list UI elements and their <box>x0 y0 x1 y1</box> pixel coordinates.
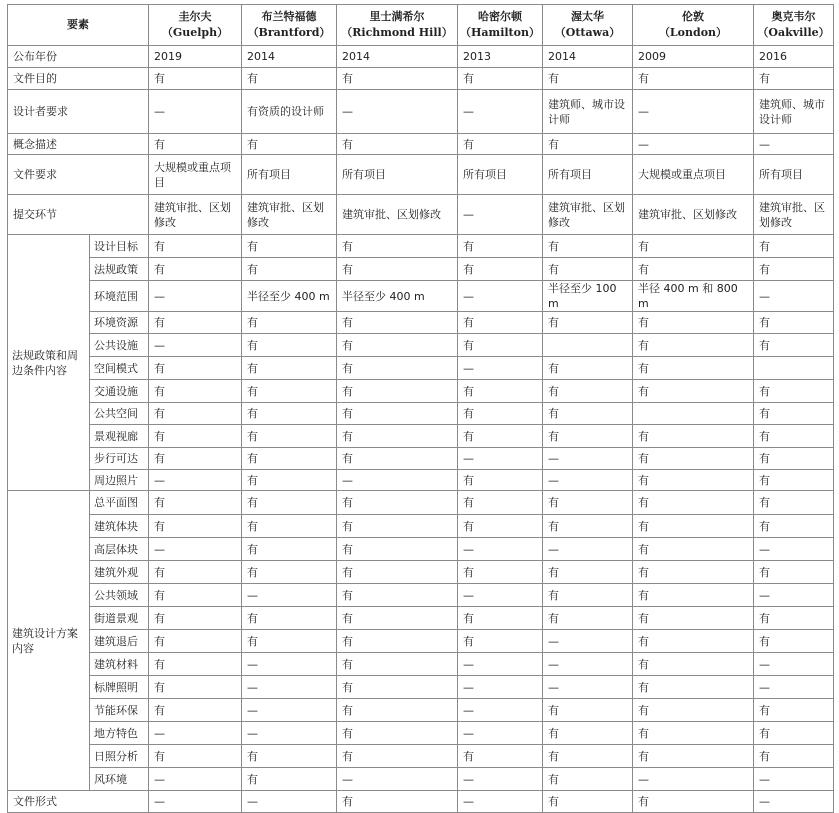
value-cell: 建筑审批、区划修改 <box>242 195 337 235</box>
table-row <box>8 448 834 470</box>
value-cell: 有 <box>754 630 834 653</box>
table-row <box>8 561 834 584</box>
table-row <box>8 515 834 538</box>
value-cell: — <box>754 653 834 676</box>
value-cell: 所有项目 <box>458 155 543 195</box>
value-cell: 有 <box>242 334 337 357</box>
value-cell: — <box>242 791 337 813</box>
table-row <box>8 584 834 607</box>
sub-row-label: 建筑体块 <box>90 515 149 538</box>
value-cell: 建筑审批、区划修改 <box>754 195 834 235</box>
city-header: 里士满希尔 （Richmond Hill） <box>337 5 458 46</box>
table-row <box>8 630 834 653</box>
value-cell: — <box>754 768 834 791</box>
value-cell: — <box>458 722 543 745</box>
value-cell: 有 <box>337 403 458 425</box>
city-header: 伦敦 （London） <box>633 5 754 46</box>
value-cell: — <box>242 676 337 699</box>
value-cell: — <box>754 676 834 699</box>
value-cell <box>543 334 633 357</box>
sub-row-label: 建筑退后 <box>90 630 149 653</box>
value-cell: 有 <box>337 68 458 90</box>
row-label: 概念描述 <box>8 134 149 155</box>
value-cell: 有 <box>458 470 543 491</box>
table-row <box>8 195 834 235</box>
value-cell: 有 <box>633 357 754 380</box>
value-cell: 有 <box>543 403 633 425</box>
city-header: 渥太华 （Ottawa） <box>543 5 633 46</box>
value-cell: 有 <box>149 630 242 653</box>
value-cell: 有 <box>543 134 633 155</box>
value-cell: 有 <box>754 403 834 425</box>
value-cell: 有 <box>242 448 337 470</box>
value-cell: 有 <box>543 491 633 515</box>
value-cell: 有 <box>337 607 458 630</box>
row-label: 提交环节 <box>8 195 149 235</box>
value-cell: 有 <box>337 258 458 281</box>
table-row <box>8 155 834 195</box>
value-cell: 有 <box>149 68 242 90</box>
value-cell: 有 <box>543 357 633 380</box>
value-cell: 有 <box>242 68 337 90</box>
value-cell: — <box>149 470 242 491</box>
value-cell: — <box>633 134 754 155</box>
value-cell: 有 <box>633 630 754 653</box>
sub-row-label: 公共设施 <box>90 334 149 357</box>
table-row <box>8 235 834 258</box>
table-body <box>8 5 834 813</box>
sub-row-label: 建筑外观 <box>90 561 149 584</box>
value-cell: 有 <box>337 676 458 699</box>
value-cell: 有 <box>149 235 242 258</box>
value-cell: — <box>458 195 543 235</box>
value-cell <box>754 357 834 380</box>
table-row <box>8 676 834 699</box>
value-cell: 有 <box>633 515 754 538</box>
value-cell: — <box>754 584 834 607</box>
value-cell: 2014 <box>242 46 337 68</box>
value-cell: 有 <box>149 258 242 281</box>
value-cell: 有 <box>149 584 242 607</box>
value-cell: — <box>149 722 242 745</box>
value-cell: 有 <box>633 745 754 768</box>
value-cell: 有 <box>458 68 543 90</box>
value-cell: 有 <box>458 403 543 425</box>
value-cell: — <box>149 768 242 791</box>
table-row <box>8 722 834 745</box>
value-cell: 有 <box>754 235 834 258</box>
value-cell: 有 <box>754 515 834 538</box>
value-cell: 有 <box>242 515 337 538</box>
value-cell: 有 <box>337 448 458 470</box>
value-cell: 有 <box>633 334 754 357</box>
value-cell: — <box>754 538 834 561</box>
sub-row-label: 公共空间 <box>90 403 149 425</box>
row-label: 公布年份 <box>8 46 149 68</box>
value-cell: 有 <box>242 235 337 258</box>
sub-row-label: 总平面图 <box>90 491 149 515</box>
value-cell: 有 <box>458 235 543 258</box>
value-cell: — <box>754 791 834 813</box>
value-cell: 建筑审批、区划修改 <box>337 195 458 235</box>
value-cell: 有 <box>633 561 754 584</box>
value-cell: 有 <box>633 312 754 334</box>
table-row <box>8 491 834 515</box>
value-cell: — <box>149 538 242 561</box>
sub-row-label: 日照分析 <box>90 745 149 768</box>
table-row <box>8 425 834 448</box>
value-cell: 有 <box>543 584 633 607</box>
value-cell: 有 <box>633 68 754 90</box>
value-cell: 2014 <box>543 46 633 68</box>
value-cell: 有 <box>337 425 458 448</box>
table-row <box>8 403 834 425</box>
value-cell: 2013 <box>458 46 543 68</box>
value-cell: 有 <box>458 515 543 538</box>
value-cell: 建筑审批、区划修改 <box>149 195 242 235</box>
value-cell: — <box>458 281 543 312</box>
value-cell: 有 <box>543 235 633 258</box>
value-cell: 有 <box>754 561 834 584</box>
sub-row-label: 节能环保 <box>90 699 149 722</box>
table-row <box>8 46 834 68</box>
sub-row-label: 步行可达 <box>90 448 149 470</box>
value-cell: — <box>458 653 543 676</box>
table-row <box>8 699 834 722</box>
value-cell: 有 <box>149 357 242 380</box>
value-cell: 所有项目 <box>543 155 633 195</box>
value-cell: 建筑师、城市设计师 <box>543 90 633 134</box>
value-cell: 有 <box>337 630 458 653</box>
value-cell: 有 <box>754 258 834 281</box>
value-cell: 有 <box>458 745 543 768</box>
value-cell: — <box>543 653 633 676</box>
value-cell: 有 <box>543 515 633 538</box>
table-row <box>8 380 834 403</box>
sub-row-label: 空间模式 <box>90 357 149 380</box>
value-cell: — <box>149 334 242 357</box>
value-cell: 有 <box>543 791 633 813</box>
value-cell: 所有项目 <box>337 155 458 195</box>
value-cell: 有 <box>242 380 337 403</box>
value-cell: 有 <box>149 653 242 676</box>
value-cell: 有 <box>754 722 834 745</box>
value-cell: 大规模或重点项目 <box>149 155 242 195</box>
value-cell: 有 <box>633 448 754 470</box>
city-header: 奥克韦尔 （Oakville） <box>754 5 834 46</box>
sub-row-label: 景观视廊 <box>90 425 149 448</box>
value-cell: 有 <box>633 491 754 515</box>
value-cell: 半径至少 400 m <box>242 281 337 312</box>
sub-row-label: 标牌照明 <box>90 676 149 699</box>
value-cell: — <box>754 134 834 155</box>
sub-row-label: 环境资源 <box>90 312 149 334</box>
value-cell: 2014 <box>337 46 458 68</box>
value-cell: 有 <box>337 334 458 357</box>
value-cell: 有 <box>543 380 633 403</box>
value-cell: 有 <box>242 538 337 561</box>
value-cell: 有 <box>543 425 633 448</box>
row-label: 文件目的 <box>8 68 149 90</box>
value-cell: 有 <box>149 312 242 334</box>
value-cell: 有 <box>337 491 458 515</box>
value-cell: 有 <box>337 745 458 768</box>
value-cell: — <box>458 357 543 380</box>
city-header: 圭尔夫 （Guelph） <box>149 5 242 46</box>
value-cell: — <box>543 630 633 653</box>
table-row <box>8 470 834 491</box>
value-cell: 大规模或重点项目 <box>633 155 754 195</box>
value-cell: 有 <box>458 607 543 630</box>
value-cell: 半径 400 m 和 800 m <box>633 281 754 312</box>
value-cell: 有 <box>633 258 754 281</box>
sub-row-label: 高层体块 <box>90 538 149 561</box>
value-cell: — <box>633 90 754 134</box>
value-cell: 有 <box>337 561 458 584</box>
value-cell: 有 <box>149 745 242 768</box>
row-label: 文件形式 <box>8 791 149 813</box>
value-cell: 有 <box>242 403 337 425</box>
value-cell: 有 <box>754 380 834 403</box>
value-cell: — <box>242 722 337 745</box>
value-cell: 有 <box>543 699 633 722</box>
table-row <box>8 745 834 768</box>
value-cell: 有 <box>754 491 834 515</box>
value-cell: 有 <box>633 791 754 813</box>
value-cell: — <box>242 653 337 676</box>
table-row <box>8 334 834 357</box>
value-cell: 建筑审批、区划修改 <box>633 195 754 235</box>
value-cell: 有 <box>754 68 834 90</box>
value-cell: 有 <box>754 334 834 357</box>
value-cell: 有 <box>633 425 754 448</box>
value-cell: — <box>543 676 633 699</box>
table-row <box>8 768 834 791</box>
value-cell: 有 <box>242 561 337 584</box>
value-cell: 有 <box>543 607 633 630</box>
table-row <box>8 653 834 676</box>
value-cell: 有 <box>149 134 242 155</box>
value-cell: 有 <box>337 653 458 676</box>
value-cell: 有 <box>458 491 543 515</box>
table-row <box>8 357 834 380</box>
value-cell: 有 <box>633 538 754 561</box>
sub-row-label: 风环境 <box>90 768 149 791</box>
value-cell: 所有项目 <box>754 155 834 195</box>
value-cell: 有 <box>543 745 633 768</box>
value-cell: 有 <box>633 607 754 630</box>
value-cell: 有 <box>754 699 834 722</box>
value-cell: 有 <box>337 380 458 403</box>
value-cell: 有 <box>458 134 543 155</box>
table-row <box>8 607 834 630</box>
table-row <box>8 68 834 90</box>
value-cell: — <box>337 768 458 791</box>
value-cell: 建筑审批、区划修改 <box>543 195 633 235</box>
value-cell: 有 <box>149 425 242 448</box>
row-label: 设计者要求 <box>8 90 149 134</box>
value-cell: 有 <box>543 258 633 281</box>
table-row <box>8 281 834 312</box>
value-cell: 有 <box>242 607 337 630</box>
sub-row-label: 建筑材料 <box>90 653 149 676</box>
value-cell: 半径至少 400 m <box>337 281 458 312</box>
value-cell: 有 <box>242 745 337 768</box>
group-label: 建筑设计方案内容 <box>8 491 90 791</box>
value-cell: 有 <box>754 312 834 334</box>
value-cell: — <box>242 584 337 607</box>
value-cell: 有 <box>633 722 754 745</box>
sub-row-label: 环境范围 <box>90 281 149 312</box>
value-cell: — <box>754 281 834 312</box>
value-cell: 有 <box>337 699 458 722</box>
value-cell: 有 <box>242 768 337 791</box>
value-cell: 有 <box>633 653 754 676</box>
sub-row-label: 交通设施 <box>90 380 149 403</box>
value-cell: 有 <box>754 448 834 470</box>
value-cell: 有资质的设计师 <box>242 90 337 134</box>
value-cell: 半径至少 100 m <box>543 281 633 312</box>
value-cell: 有 <box>337 538 458 561</box>
value-cell: 有 <box>149 607 242 630</box>
value-cell: 有 <box>242 425 337 448</box>
value-cell: 有 <box>543 68 633 90</box>
group-label: 法规政策和周边条件内容 <box>8 235 90 491</box>
value-cell: — <box>458 699 543 722</box>
value-cell: 有 <box>337 357 458 380</box>
table-row <box>8 134 834 155</box>
value-cell: 有 <box>543 561 633 584</box>
value-cell: 建筑师、城市设计师 <box>754 90 834 134</box>
value-cell: 有 <box>337 235 458 258</box>
value-cell: 有 <box>633 235 754 258</box>
value-cell: 所有项目 <box>242 155 337 195</box>
value-cell: 有 <box>754 470 834 491</box>
value-cell <box>633 403 754 425</box>
sub-row-label: 街道景观 <box>90 607 149 630</box>
value-cell: 有 <box>149 676 242 699</box>
element-header: 要素 <box>8 5 149 46</box>
sub-row-label: 法规政策 <box>90 258 149 281</box>
value-cell: — <box>458 538 543 561</box>
value-cell: — <box>337 90 458 134</box>
value-cell: 有 <box>458 425 543 448</box>
value-cell: 有 <box>149 561 242 584</box>
value-cell: — <box>458 768 543 791</box>
value-cell: 有 <box>754 607 834 630</box>
table-row <box>8 791 834 813</box>
sub-row-label: 地方特色 <box>90 722 149 745</box>
value-cell: 有 <box>242 134 337 155</box>
value-cell: 有 <box>458 258 543 281</box>
value-cell: — <box>458 584 543 607</box>
value-cell: 有 <box>754 425 834 448</box>
value-cell: 2019 <box>149 46 242 68</box>
value-cell: 有 <box>337 722 458 745</box>
value-cell: 有 <box>242 491 337 515</box>
value-cell: — <box>149 281 242 312</box>
table-row <box>8 258 834 281</box>
value-cell: 2016 <box>754 46 834 68</box>
value-cell: — <box>337 470 458 491</box>
value-cell: — <box>458 791 543 813</box>
header-row <box>8 5 834 46</box>
value-cell: 有 <box>242 312 337 334</box>
value-cell: — <box>543 470 633 491</box>
value-cell: 有 <box>458 334 543 357</box>
city-header: 布兰特福德 （Brantford） <box>242 5 337 46</box>
table-row <box>8 90 834 134</box>
table-row <box>8 312 834 334</box>
value-cell: — <box>543 448 633 470</box>
value-cell: 有 <box>337 312 458 334</box>
value-cell: 有 <box>458 312 543 334</box>
value-cell: 有 <box>633 584 754 607</box>
value-cell: 有 <box>242 258 337 281</box>
city-header: 哈密尔顿 （Hamilton） <box>458 5 543 46</box>
sub-row-label: 设计目标 <box>90 235 149 258</box>
value-cell: 有 <box>242 470 337 491</box>
value-cell: 有 <box>633 380 754 403</box>
value-cell: — <box>149 791 242 813</box>
value-cell: 有 <box>149 491 242 515</box>
value-cell: — <box>633 768 754 791</box>
value-cell: 有 <box>543 722 633 745</box>
value-cell: 2009 <box>633 46 754 68</box>
value-cell: — <box>149 90 242 134</box>
sub-row-label: 公共领域 <box>90 584 149 607</box>
value-cell: 有 <box>543 312 633 334</box>
value-cell: 有 <box>149 515 242 538</box>
value-cell: 有 <box>633 470 754 491</box>
value-cell: 有 <box>458 561 543 584</box>
value-cell: 有 <box>458 630 543 653</box>
value-cell: 有 <box>633 699 754 722</box>
value-cell: 有 <box>149 380 242 403</box>
value-cell: 有 <box>458 380 543 403</box>
value-cell: 有 <box>337 515 458 538</box>
table-row <box>8 538 834 561</box>
value-cell: 有 <box>149 448 242 470</box>
value-cell: 有 <box>242 630 337 653</box>
value-cell: 有 <box>543 768 633 791</box>
value-cell: — <box>242 699 337 722</box>
value-cell: — <box>458 676 543 699</box>
row-label: 文件要求 <box>8 155 149 195</box>
value-cell: 有 <box>149 403 242 425</box>
comparison-table-wrapper <box>7 4 834 813</box>
value-cell: — <box>458 448 543 470</box>
value-cell: 有 <box>337 584 458 607</box>
value-cell: — <box>543 538 633 561</box>
value-cell: 有 <box>242 357 337 380</box>
value-cell: 有 <box>337 134 458 155</box>
value-cell: — <box>458 90 543 134</box>
value-cell: 有 <box>149 699 242 722</box>
sub-row-label: 周边照片 <box>90 470 149 491</box>
value-cell: 有 <box>337 791 458 813</box>
value-cell: 有 <box>754 745 834 768</box>
value-cell: 有 <box>633 676 754 699</box>
design-guideline-comparison-table <box>7 4 834 813</box>
